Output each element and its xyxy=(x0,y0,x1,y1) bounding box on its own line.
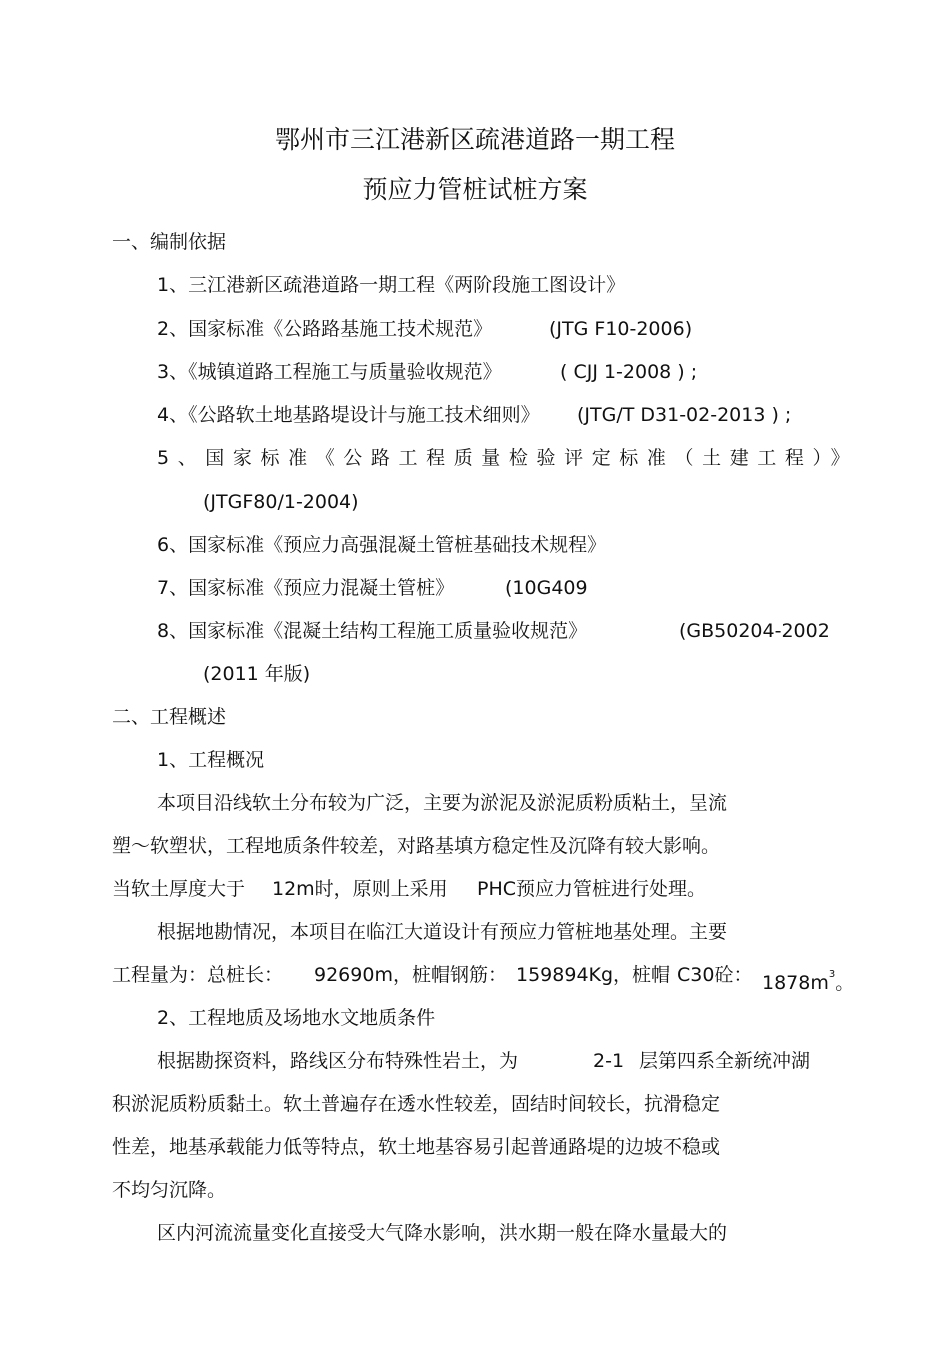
basis-item-3-code: ( CJJ 1-2008 ) ; xyxy=(560,361,698,383)
basis-item-8-text: 8、国家标准《混凝土结构工程施工质量验收规范》 xyxy=(157,620,588,642)
text-run: 当软土厚度大于 xyxy=(112,878,246,900)
basis-item-4-text: 4、《公路软土地基路堤设计与施工技术细则》 xyxy=(157,404,540,426)
paragraph-line: 区内河流流量变化直接受大气降水影响，洪水期一般在降水量最大的 xyxy=(157,1222,728,1244)
paragraph-line: 积淤泥质粉质黏土。软土普遍存在透水性较差，固结时间较长，抗滑稳定 xyxy=(112,1093,721,1115)
basis-item-6: 6、国家标准《预应力高强混凝土管桩基础技术规程》 xyxy=(157,534,607,556)
basis-item-8 xyxy=(157,619,830,643)
paragraph-line: 性差，地基承载能力低等特点，软土地基容易引起普通路堤的边坡不稳或 xyxy=(112,1136,721,1158)
document-subtitle: 预应力管桩试桩方案 xyxy=(362,175,588,204)
text-run: 159894Kg，桩帽 xyxy=(516,964,671,986)
period: 。 xyxy=(835,972,855,994)
quantity-value: 1878m xyxy=(762,972,829,994)
text-run xyxy=(762,963,854,995)
text-run: C30砼： xyxy=(677,964,753,986)
paragraph-line xyxy=(112,963,855,994)
basis-item-8-edition: (2011 年版) xyxy=(203,663,311,685)
basis-item-4-code: (JTG/T D31-02-2013 ) ; xyxy=(577,404,792,426)
paragraph-line: 根据地勘情况，本项目在临江大道设计有预应力管桩地基处理。主要 xyxy=(157,921,728,943)
basis-item-2-text: 2、国家标准《公路路基施工技术规范》 xyxy=(157,318,493,340)
text-run: 12m时，原则上采用 xyxy=(272,878,448,900)
text-run: 工程量为：总桩长： xyxy=(112,964,284,986)
basis-item-1: 1、三江港新区疏港道路一期工程《两阶段施工图设计》 xyxy=(157,274,626,296)
section-heading-overview: 二、工程概述 xyxy=(112,706,227,728)
text-run: 2-1 xyxy=(593,1050,625,1072)
basis-item-7-code: (10G409 xyxy=(505,577,588,599)
basis-item-3 xyxy=(157,360,698,384)
paragraph-line: 不均匀沉降。 xyxy=(112,1179,227,1201)
text-run: PHC预应力管桩进行处理。 xyxy=(477,878,707,900)
text-run: 层第四系全新统冲湖 xyxy=(639,1050,811,1072)
basis-item-7 xyxy=(157,576,588,600)
document-title: 鄂州市三江港新区疏港道路一期工程 xyxy=(274,125,675,154)
basis-item-8-code: (GB50204-2002 xyxy=(679,620,830,642)
basis-item-4 xyxy=(157,403,792,427)
basis-item-7-text: 7、国家标准《预应力混凝土管桩》 xyxy=(157,577,455,599)
text-run: 根据勘探资料，路线区分布特殊性岩土，为 xyxy=(157,1050,519,1072)
subsection-heading-overview: 1、工程概况 xyxy=(157,749,265,771)
superscript: 3 xyxy=(828,969,836,980)
text-run: 92690m，桩帽钢筋： xyxy=(314,964,507,986)
section-heading-basis: 一、编制依据 xyxy=(112,231,227,253)
paragraph-line xyxy=(157,1049,811,1073)
basis-item-5-code: (JTGF80/1-2004) xyxy=(203,491,359,513)
basis-item-3-text: 3、《城镇道路工程施工与质量验收规范》 xyxy=(157,361,502,383)
basis-item-2-code: (JTG F10-2006) xyxy=(549,318,693,340)
basis-item-5: 5、国家标准《公路工程质量检验评定标准（土建工程）》 xyxy=(157,447,859,469)
paragraph-line xyxy=(112,877,707,901)
paragraph-line: 塑～软塑状，工程地质条件较差，对路基填方稳定性及沉降有较大影响。 xyxy=(112,835,721,857)
subsection-heading-geology: 2、工程地质及场地水文地质条件 xyxy=(157,1007,436,1029)
paragraph-line: 本项目沿线软土分布较为广泛，主要为淤泥及淤泥质粉质粘土，呈流 xyxy=(157,792,728,814)
basis-item-2 xyxy=(157,317,693,341)
